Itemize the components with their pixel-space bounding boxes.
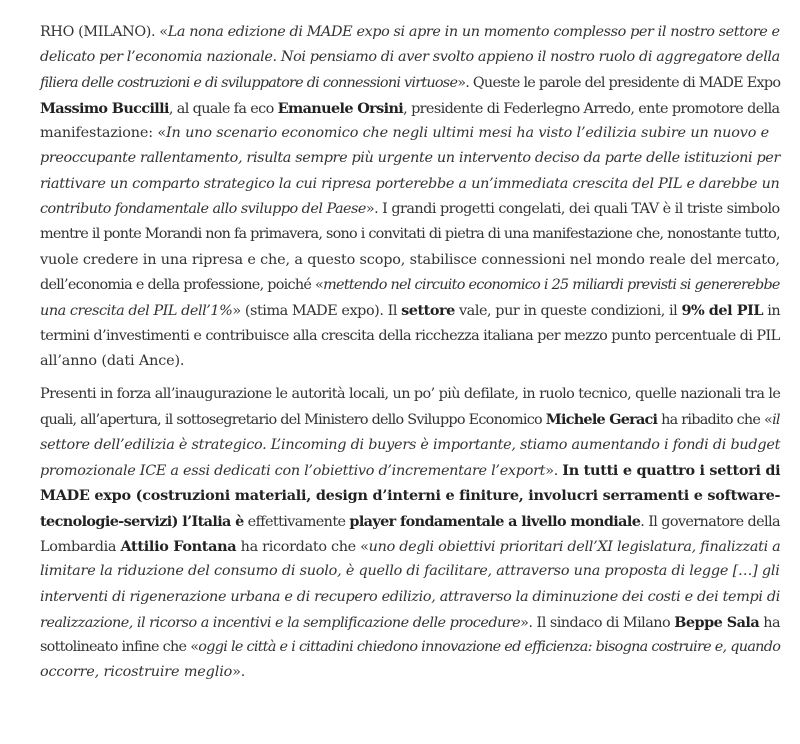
body-text: , presidente di Federlegno Arredo, ente promotore della	[403, 100, 780, 117]
bold-text: Michele Geraci	[545, 411, 658, 429]
quote-text: promozionale ICE a essi dedicati con l’obiettivo d’incrementare l’export	[40, 463, 546, 480]
bold-text: player fondamentale a livello mondiale	[349, 512, 641, 530]
quote-text: oggi le città e i cittadini chiedono innovazione ed efficienza: bisogna costruire e, quando	[198, 639, 781, 656]
body-text: . Il governatore della	[640, 513, 780, 530]
body-text: sottolineato infine che «	[40, 639, 199, 656]
quote-text: uno degli obiettivi prioritari dell’XI legislatura, finalizzati a	[368, 538, 781, 555]
body-text: vuole credere in una ripresa e che, a questo scopo, stabilisce connessioni nel mondo reale del mercato,	[40, 251, 780, 268]
quote-text: riattivare un comparto strategico la cui ripresa porterebbe a un’immediata crescita del PIL e darebbe un	[40, 175, 780, 192]
body-text: in	[763, 303, 781, 320]
text-line	[40, 121, 780, 146]
quote-text: delicato per l’economia nazionale. Noi pensiamo di aver svolto appieno il nostro ruolo di aggregatore della	[40, 49, 780, 66]
text-line	[40, 433, 780, 458]
body-text: ». Il sindaco di Milano	[520, 614, 675, 631]
text-line	[40, 324, 780, 349]
text-line	[40, 71, 780, 96]
bold-text: Beppe Sala	[674, 613, 760, 631]
text-line	[40, 248, 780, 273]
text-line	[40, 660, 780, 685]
text-line	[40, 197, 780, 222]
body-text: RHO (MILANO). «	[40, 24, 168, 40]
body-text: ha ricordato che «	[236, 538, 369, 555]
body-text: , al quale fa eco	[168, 100, 278, 117]
paragraph-1	[40, 20, 780, 374]
bold-text: In tutti e quattro i settori di	[562, 462, 781, 480]
text-line	[40, 146, 780, 171]
text-line	[40, 172, 780, 197]
bold-text: Emanuele Orsini	[277, 99, 404, 117]
text-line	[40, 273, 780, 298]
text-line	[40, 298, 780, 323]
quote-text: mettendo nel circuito economico i 25 miliardi previsti si genererebbe	[323, 276, 780, 293]
text-line	[40, 382, 780, 407]
body-text: effettivamente	[243, 513, 350, 530]
quote-text: settore dell’edilizia è strategico. L’incoming di buyers è importante, stiamo aumentando i fondi di budget	[40, 436, 781, 453]
text-line	[40, 635, 780, 660]
text-line	[40, 20, 780, 45]
body-text: ». I grandi progetti congelati, dei quali TAV è il triste simbolo	[365, 201, 780, 218]
text-line	[40, 222, 780, 247]
quote-text: una crescita del PIL dell’1%	[40, 303, 233, 320]
quote-text: La nona edizione di MADE expo si apre in un momento complesso per il nostro settore e	[167, 24, 780, 40]
text-line	[40, 45, 780, 70]
quote-text: In uno scenario economico che negli ultimi mesi ha visto l’edilizia subire un nuovo e	[166, 125, 770, 142]
quote-text: occorre, ricostruire meglio	[40, 664, 233, 681]
quote-text: realizzazione, il ricorso a incentivi e la semplificazione delle procedure	[40, 614, 521, 631]
paragraph-2	[40, 382, 780, 686]
quote-text: filiera delle costruzioni e di sviluppatore di connessioni virtuose	[40, 74, 458, 91]
body-text: ».	[232, 664, 246, 681]
bold-text: Attilio Fontana	[120, 537, 237, 555]
body-text: all’anno (dati Ance).	[40, 352, 185, 369]
article-body	[40, 20, 780, 686]
body-text: mentre il ponte Morandi non fa primavera, sono i convitati di pietra di una manifestazione che, nonostante tutto,	[40, 226, 780, 243]
body-text: quali, all’apertura, il sottosegretario del Ministero dello Sviluppo Economico	[40, 412, 546, 429]
body-text: dell’economia e della professione, poiché «	[40, 276, 324, 293]
text-line	[40, 585, 780, 610]
text-line	[40, 96, 780, 121]
body-text: termini d’investimenti e contribuisce alla crescita della ricchezza italiana per mezzo punto percentuale di PIL	[40, 327, 780, 344]
text-line	[40, 349, 780, 374]
bold-text: settore	[401, 302, 455, 320]
text-line	[40, 407, 780, 432]
text-line	[40, 559, 780, 584]
body-text: ».	[545, 463, 563, 480]
body-text: manifestazione: «	[40, 125, 166, 142]
bold-text: tecnologie-servizi) l’Italia è	[40, 512, 244, 530]
body-text: » (stima MADE expo). Il	[232, 303, 402, 320]
quote-text: limitare la riduzione del consumo di suolo, è quello di facilitare, attraverso una proposta di legge […] gli	[40, 563, 780, 580]
body-text: ». Queste le parole del presidente di MADE Expo	[457, 74, 781, 91]
body-text: ha ribadito che «	[657, 412, 773, 429]
body-text: ha	[759, 614, 781, 631]
bold-text: 9% del PIL	[681, 302, 764, 320]
quote-text: contributo fondamentale allo sviluppo del Paese	[40, 201, 366, 218]
bold-text: Massimo Buccilli	[40, 99, 169, 117]
body-text: Lombardia	[40, 538, 121, 555]
quote-text: interventi di rigenerazione urbana e di recupero edilizio, attraverso la diminuzione dei costi e dei tempi di	[40, 588, 780, 605]
bold-text: MADE expo (costruzioni materiali, design d’interni e finiture, involucri serramenti e software-	[40, 487, 781, 505]
body-text: Presenti in forza all’inaugurazione le autorità locali, un po’ più defilate, in ruolo tecnico, quelle nazionali tra le	[40, 386, 781, 403]
quote-text: il	[772, 412, 780, 429]
text-line	[40, 509, 780, 534]
text-line	[40, 534, 780, 559]
text-line	[40, 458, 780, 483]
text-line	[40, 483, 780, 508]
body-text: vale, pur in queste condizioni, il	[454, 303, 682, 320]
quote-text: preoccupante rallentamento, risulta sempre più urgente un intervento deciso da parte delle istituzioni per	[40, 150, 780, 167]
text-line	[40, 610, 780, 635]
